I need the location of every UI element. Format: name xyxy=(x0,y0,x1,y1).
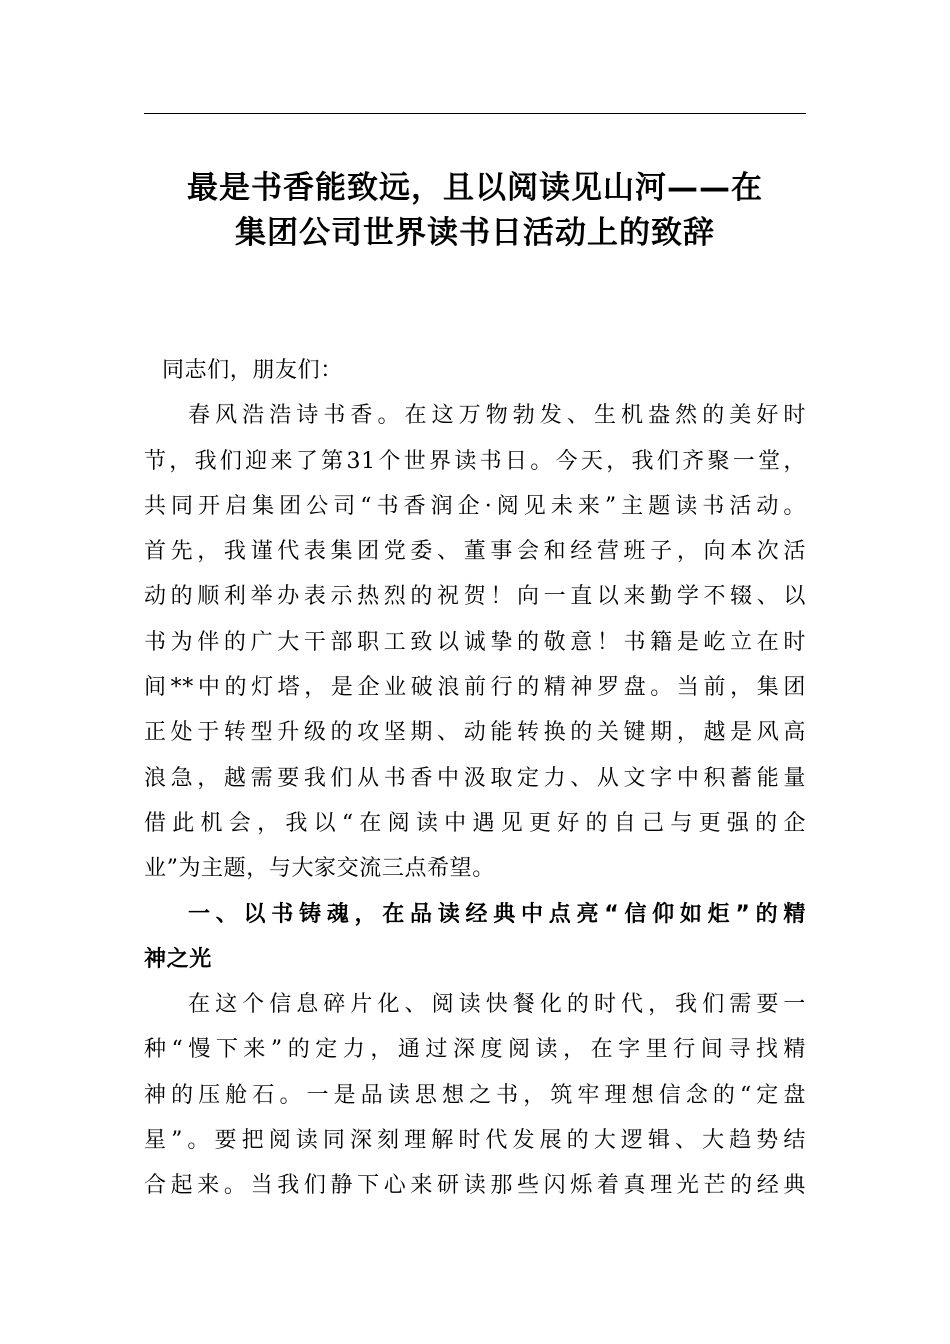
paragraph-line: 间**中的灯塔，是企业破浪前行的精神罗盘。当前，集团 xyxy=(144,675,806,701)
greeting: 同志们，朋友们： xyxy=(162,358,343,383)
paragraph-line: 借此机会，我以“在阅读中遇见更好的自己与更强的企 xyxy=(144,810,806,836)
heading-line: 一、以书铸魂，在品读经典中点亮“信仰如炬”的精 xyxy=(188,901,806,927)
section-heading-1 xyxy=(144,892,806,983)
paragraph-line: 首先，我谨代表集团党委、董事会和经营班子，向本次活 xyxy=(144,539,806,565)
paragraph-line: 春风浩浩诗书香。在这万物勃发、生机盎然的美好时 xyxy=(188,403,806,429)
paragraph-1 xyxy=(144,393,806,891)
paragraph-line: 节，我们迎来了第31个世界读书日。今天，我们齐聚一堂， xyxy=(144,448,806,474)
paragraph-line: 书为伴的广大干部职工致以诚挚的敬意！书籍是屹立在时 xyxy=(144,629,806,655)
paragraph-line: 在这个信息碎片化、阅读快餐化的时代，我们需要一 xyxy=(188,992,806,1018)
paragraph-line: 神的压舱石。一是品读思想之书，筑牢理想信念的“定盘 xyxy=(144,1082,806,1108)
paragraph-line: 星”。要把阅读同深刻理解时代发展的大逻辑、大趋势结 xyxy=(144,1128,806,1154)
paragraph-2 xyxy=(144,982,806,1208)
title-line: 集团公司世界读书日活动上的致辞 xyxy=(235,215,715,251)
paragraph-line: 业”为主题，与大家交流三点希望。 xyxy=(144,856,495,882)
document-body xyxy=(144,348,806,1209)
document-title xyxy=(144,166,806,256)
paragraph-line: 合起来。当我们静下心来研读那些闪烁着真理光芒的经典 xyxy=(144,1173,806,1199)
paragraph-line: 共同开启集团公司“书香润企·阅见未来”主题读书活动。 xyxy=(144,493,806,519)
paragraph-line: 浪急，越需要我们从书香中汲取定力、从文字中积蓄能量 xyxy=(144,765,806,791)
paragraph-line: 动的顺利举办表示热烈的祝贺！向一直以来勤学不辍、以 xyxy=(144,584,806,610)
title-line: 最是书香能致远，且以阅读见山河——在 xyxy=(187,170,763,206)
header-divider xyxy=(144,113,806,114)
paragraph-line: 正处于转型升级的攻坚期、动能转换的关键期，越是风高 xyxy=(144,720,806,746)
paragraph-line: 种“慢下来”的定力，通过深度阅读，在字里行间寻找精 xyxy=(144,1037,806,1063)
heading-line: 神之光 xyxy=(144,946,212,972)
